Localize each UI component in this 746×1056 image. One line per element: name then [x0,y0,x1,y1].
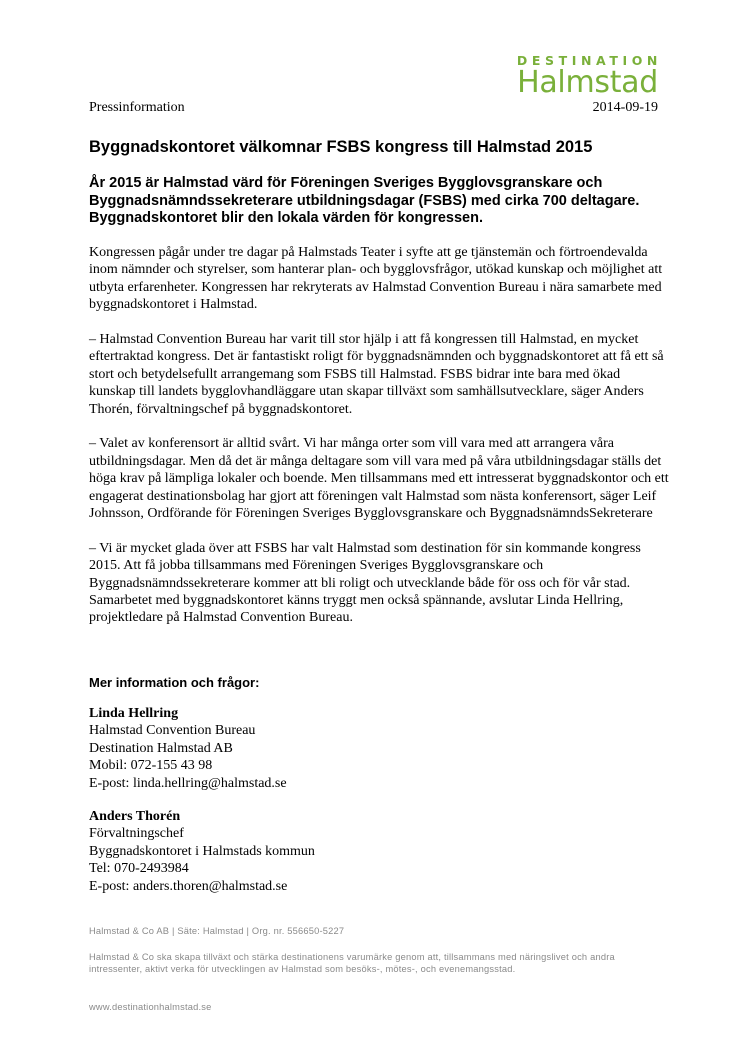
footer-mission: Halmstad & Co ska skapa tillväxt och stärka destinationens varumärke genom att, tillsammans med näringslivet och andra intressenter, aktivt verka för utvecklingen av Halmstad som besöks-, mötes-, och evenemangsstad. [89,952,615,974]
contact-line: Byggnadskontoret i Halmstads kommun [89,843,315,859]
footer-website: www.destinationhalmstad.se [89,1002,212,1012]
contact-phone: Tel: 070-2493984 [89,861,189,877]
contact-phone: Mobil: 072-155 43 98 [89,758,213,774]
body-paragraph-2: – Halmstad Convention Bureau har varit till stor hjälp i att få kongressen till Halmstad, en mycket eftertraktad kongress. Det är fantastiskt roligt för byggnadsnämnden och byggnadskontoret att få ett så stort och betydelsefullt arrangemang som FSBS till Halmstad. FSBS bidrar inte bara med ökad kunskap till landets bygglovhandläggare utan skapar tillväxt som samhällsutvecklare, säger Anders Thorén, förvaltningschef på byggnadskontoret. [89,332,664,417]
article-body [89,244,669,644]
contact-name: Anders Thorén [89,809,181,824]
body-paragraph-1: Kongressen pågår under tre dagar på Halmstads Teater i syfte att ge tjänstemän och förtroendevalda inom nämnder och styrelser, som hanterar plan- och bygglovsfrågor, utökad kunskap och möjlighet att utbyta erfarenheter. Kongressen har rekryterats av Halmstad Convention Bureau i nära samarbete med byggnadskontoret i Halmstad. [89,245,663,313]
body-paragraph-4: – Vi är mycket glada över att FSBS har valt Halmstad som destination för sin kommande kongress 2015. Att få jobba tillsammans med Föreningen Sveriges Bygglovsgranskare och Byggnadsnämndssekreterare kommer att bli roligt och utvecklande både för oss och för vår stad. Samarbetet med byggnadskontoret känns tryggt men också spännande, avslutar Linda Hellring, projektledare på Halmstad Convention Bureau. [89,540,641,626]
destination-halmstad-logo [516,53,662,100]
contact-block-2 [89,808,315,895]
contacts-heading: Mer information och frågor: [89,675,260,690]
contact-block-1 [89,705,287,792]
contact-line: Destination Halmstad AB [89,740,233,756]
press-label: Pressinformation [89,100,185,115]
contact-name: Linda Hellring [89,706,179,721]
contact-email: E-post: linda.hellring@halmstad.se [89,775,287,791]
page-title: Byggnadskontoret välkomnar FSBS kongress till Halmstad 2015 [89,138,593,156]
document-date: 2014-09-19 [592,100,658,115]
logo-main-text: Halmstad [517,65,658,100]
logo-top-text: DESTINATION [516,53,662,68]
contact-line: Halmstad Convention Bureau [89,723,256,739]
contact-email: E-post: anders.thoren@halmstad.se [89,878,288,894]
body-paragraph-3: – Valet av konferensort är alltid svårt. Vi har många orter som vill vara med att arrangera våra utbildningsdagar. Men då det är många deltagare som vill vara med på våra utbildningsdagar ställs det höga krav på lämpliga lokaler och boende. Men tillsammans med ett intresserat byggnadskontor och ett engagerat destinationsbolag har gjort att föreningen valt Halmstad som nästa konferensort, säger Leif Johnsson, Ordförande för Föreningen Sveriges Bygglovsgranskare och ByggnadsnämndsSekreterare [89,436,669,522]
contact-line: Förvaltningschef [89,826,184,842]
lead-paragraph: År 2015 är Halmstad värd för Föreningen Sveriges Bygglovsgranskare och Byggnadsnämndssekreterare utbildningsdagar (FSBS) med cirka 700 deltagare. Byggnadskontoret blir den lokala värden för kongressen. [89,175,640,226]
footer-company-info: Halmstad & Co AB | Säte: Halmstad | Org. nr. 556650-5227 [89,926,345,936]
